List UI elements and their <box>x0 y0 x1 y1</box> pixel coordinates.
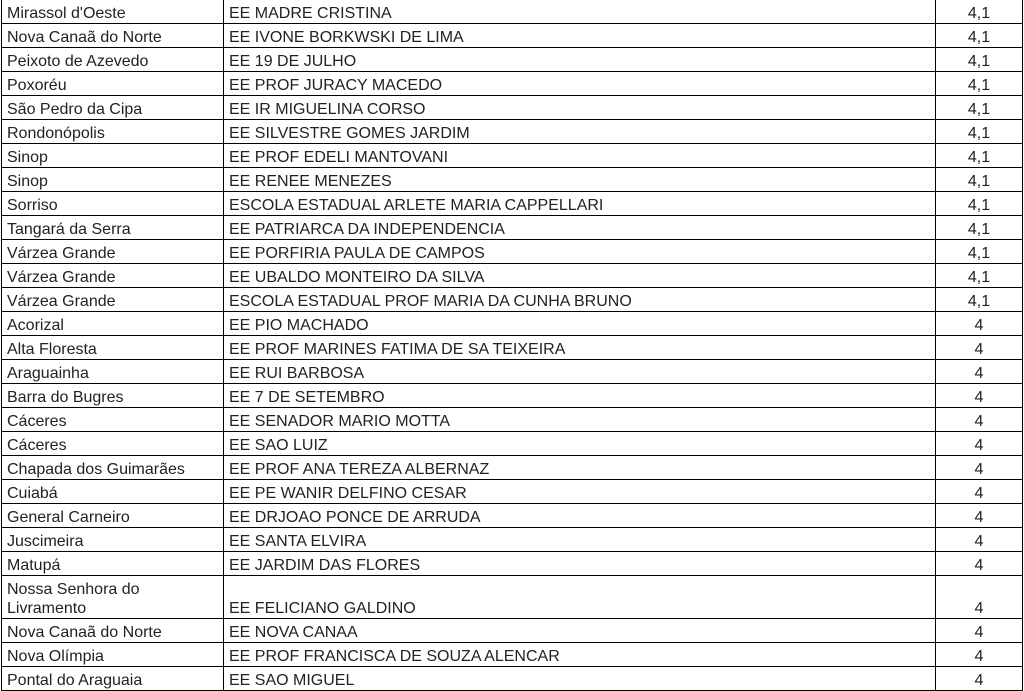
city-cell: Poxoréu <box>2 72 224 96</box>
school-cell: EE RENEE MENEZES <box>224 168 936 192</box>
score-cell: 4 <box>936 480 1023 504</box>
city-cell: Rondonópolis <box>2 120 224 144</box>
city-cell: General Carneiro <box>2 504 224 528</box>
table-row <box>2 667 1023 691</box>
school-cell: EE SANTA ELVIRA <box>224 528 936 552</box>
score-cell: 4 <box>936 643 1023 667</box>
score-cell: 4 <box>936 456 1023 480</box>
school-cell: EE JARDIM DAS FLORES <box>224 552 936 576</box>
city-cell: Várzea Grande <box>2 240 224 264</box>
school-cell: EE MADRE CRISTINA <box>224 0 936 24</box>
score-cell: 4 <box>936 384 1023 408</box>
table-row <box>2 432 1023 456</box>
table-row <box>2 504 1023 528</box>
school-cell: EE PE WANIR DELFINO CESAR <box>224 480 936 504</box>
score-cell: 4 <box>936 504 1023 528</box>
school-cell: EE PROF JURACY MACEDO <box>224 72 936 96</box>
table-body <box>2 0 1023 691</box>
city-cell: Sorriso <box>2 192 224 216</box>
school-cell: EE NOVA CANAA <box>224 619 936 643</box>
city-cell: Chapada dos Guimarães <box>2 456 224 480</box>
table-row <box>2 408 1023 432</box>
city-cell: Nossa Senhora do Livramento <box>2 576 224 619</box>
city-cell: Juscimeira <box>2 528 224 552</box>
score-cell: 4 <box>936 408 1023 432</box>
city-cell: Araguainha <box>2 360 224 384</box>
table-row <box>2 576 1023 619</box>
school-cell: EE PIO MACHADO <box>224 312 936 336</box>
school-cell: EE FELICIANO GALDINO <box>224 576 936 619</box>
score-cell: 4,1 <box>936 120 1023 144</box>
school-cell: EE IR MIGUELINA CORSO <box>224 96 936 120</box>
score-cell: 4 <box>936 312 1023 336</box>
table-row <box>2 168 1023 192</box>
school-cell: EE PROF FRANCISCA DE SOUZA ALENCAR <box>224 643 936 667</box>
school-cell: EE DRJOAO PONCE DE ARRUDA <box>224 504 936 528</box>
score-cell: 4 <box>936 528 1023 552</box>
table-row <box>2 312 1023 336</box>
school-cell: EE UBALDO MONTEIRO DA SILVA <box>224 264 936 288</box>
school-cell: EE SILVESTRE GOMES JARDIM <box>224 120 936 144</box>
table-row <box>2 456 1023 480</box>
city-cell: Mirassol d'Oeste <box>2 0 224 24</box>
score-cell: 4 <box>936 360 1023 384</box>
score-cell: 4,1 <box>936 240 1023 264</box>
table-row <box>2 72 1023 96</box>
score-cell: 4 <box>936 432 1023 456</box>
school-cell: EE PROF MARINES FATIMA DE SA TEIXEIRA <box>224 336 936 360</box>
score-cell: 4,1 <box>936 48 1023 72</box>
school-cell: ESCOLA ESTADUAL PROF MARIA DA CUNHA BRUNO <box>224 288 936 312</box>
school-cell: EE RUI BARBOSA <box>224 360 936 384</box>
table-row <box>2 360 1023 384</box>
city-cell: Acorizal <box>2 312 224 336</box>
score-cell: 4 <box>936 336 1023 360</box>
school-cell: EE SAO LUIZ <box>224 432 936 456</box>
score-cell: 4,1 <box>936 24 1023 48</box>
city-cell: Nova Olímpia <box>2 643 224 667</box>
city-cell: Matupá <box>2 552 224 576</box>
city-cell: Peixoto de Azevedo <box>2 48 224 72</box>
table-row <box>2 552 1023 576</box>
score-cell: 4 <box>936 576 1023 619</box>
school-cell: EE PORFIRIA PAULA DE CAMPOS <box>224 240 936 264</box>
city-cell: Cuiabá <box>2 480 224 504</box>
table-row <box>2 24 1023 48</box>
table-row <box>2 216 1023 240</box>
school-cell: EE 19 DE JULHO <box>224 48 936 72</box>
score-cell: 4 <box>936 619 1023 643</box>
table-row <box>2 619 1023 643</box>
table-row <box>2 384 1023 408</box>
city-cell: Alta Floresta <box>2 336 224 360</box>
score-cell: 4,1 <box>936 0 1023 24</box>
table-row <box>2 144 1023 168</box>
score-cell: 4 <box>936 552 1023 576</box>
table-row <box>2 120 1023 144</box>
table-row <box>2 480 1023 504</box>
table-row <box>2 48 1023 72</box>
score-cell: 4,1 <box>936 216 1023 240</box>
score-cell: 4 <box>936 667 1023 691</box>
school-cell: EE IVONE BORKWSKI DE LIMA <box>224 24 936 48</box>
city-cell: Tangará da Serra <box>2 216 224 240</box>
table-row <box>2 528 1023 552</box>
table-row <box>2 643 1023 667</box>
score-cell: 4,1 <box>936 168 1023 192</box>
school-cell: EE 7 DE SETEMBRO <box>224 384 936 408</box>
city-cell: Pontal do Araguaia <box>2 667 224 691</box>
score-cell: 4,1 <box>936 192 1023 216</box>
city-cell: Sinop <box>2 144 224 168</box>
score-cell: 4,1 <box>936 288 1023 312</box>
city-cell: Cáceres <box>2 408 224 432</box>
table-row <box>2 240 1023 264</box>
table-row <box>2 192 1023 216</box>
schools-table <box>1 0 1023 691</box>
table-row <box>2 0 1023 24</box>
city-cell: Nova Canaã do Norte <box>2 24 224 48</box>
score-cell: 4,1 <box>936 264 1023 288</box>
city-cell: Sinop <box>2 168 224 192</box>
school-cell: EE PROF EDELI MANTOVANI <box>224 144 936 168</box>
city-cell: Cáceres <box>2 432 224 456</box>
table-row <box>2 96 1023 120</box>
table-row <box>2 288 1023 312</box>
table-row <box>2 264 1023 288</box>
score-cell: 4,1 <box>936 96 1023 120</box>
city-cell: Várzea Grande <box>2 288 224 312</box>
school-cell: EE PATRIARCA DA INDEPENDENCIA <box>224 216 936 240</box>
city-cell: São Pedro da Cipa <box>2 96 224 120</box>
score-cell: 4,1 <box>936 144 1023 168</box>
school-cell: EE PROF ANA TEREZA ALBERNAZ <box>224 456 936 480</box>
school-cell: EE SAO MIGUEL <box>224 667 936 691</box>
city-cell: Barra do Bugres <box>2 384 224 408</box>
city-cell: Várzea Grande <box>2 264 224 288</box>
school-cell: ESCOLA ESTADUAL ARLETE MARIA CAPPELLARI <box>224 192 936 216</box>
school-cell: EE SENADOR MARIO MOTTA <box>224 408 936 432</box>
city-cell: Nova Canaã do Norte <box>2 619 224 643</box>
score-cell: 4,1 <box>936 72 1023 96</box>
table-row <box>2 336 1023 360</box>
